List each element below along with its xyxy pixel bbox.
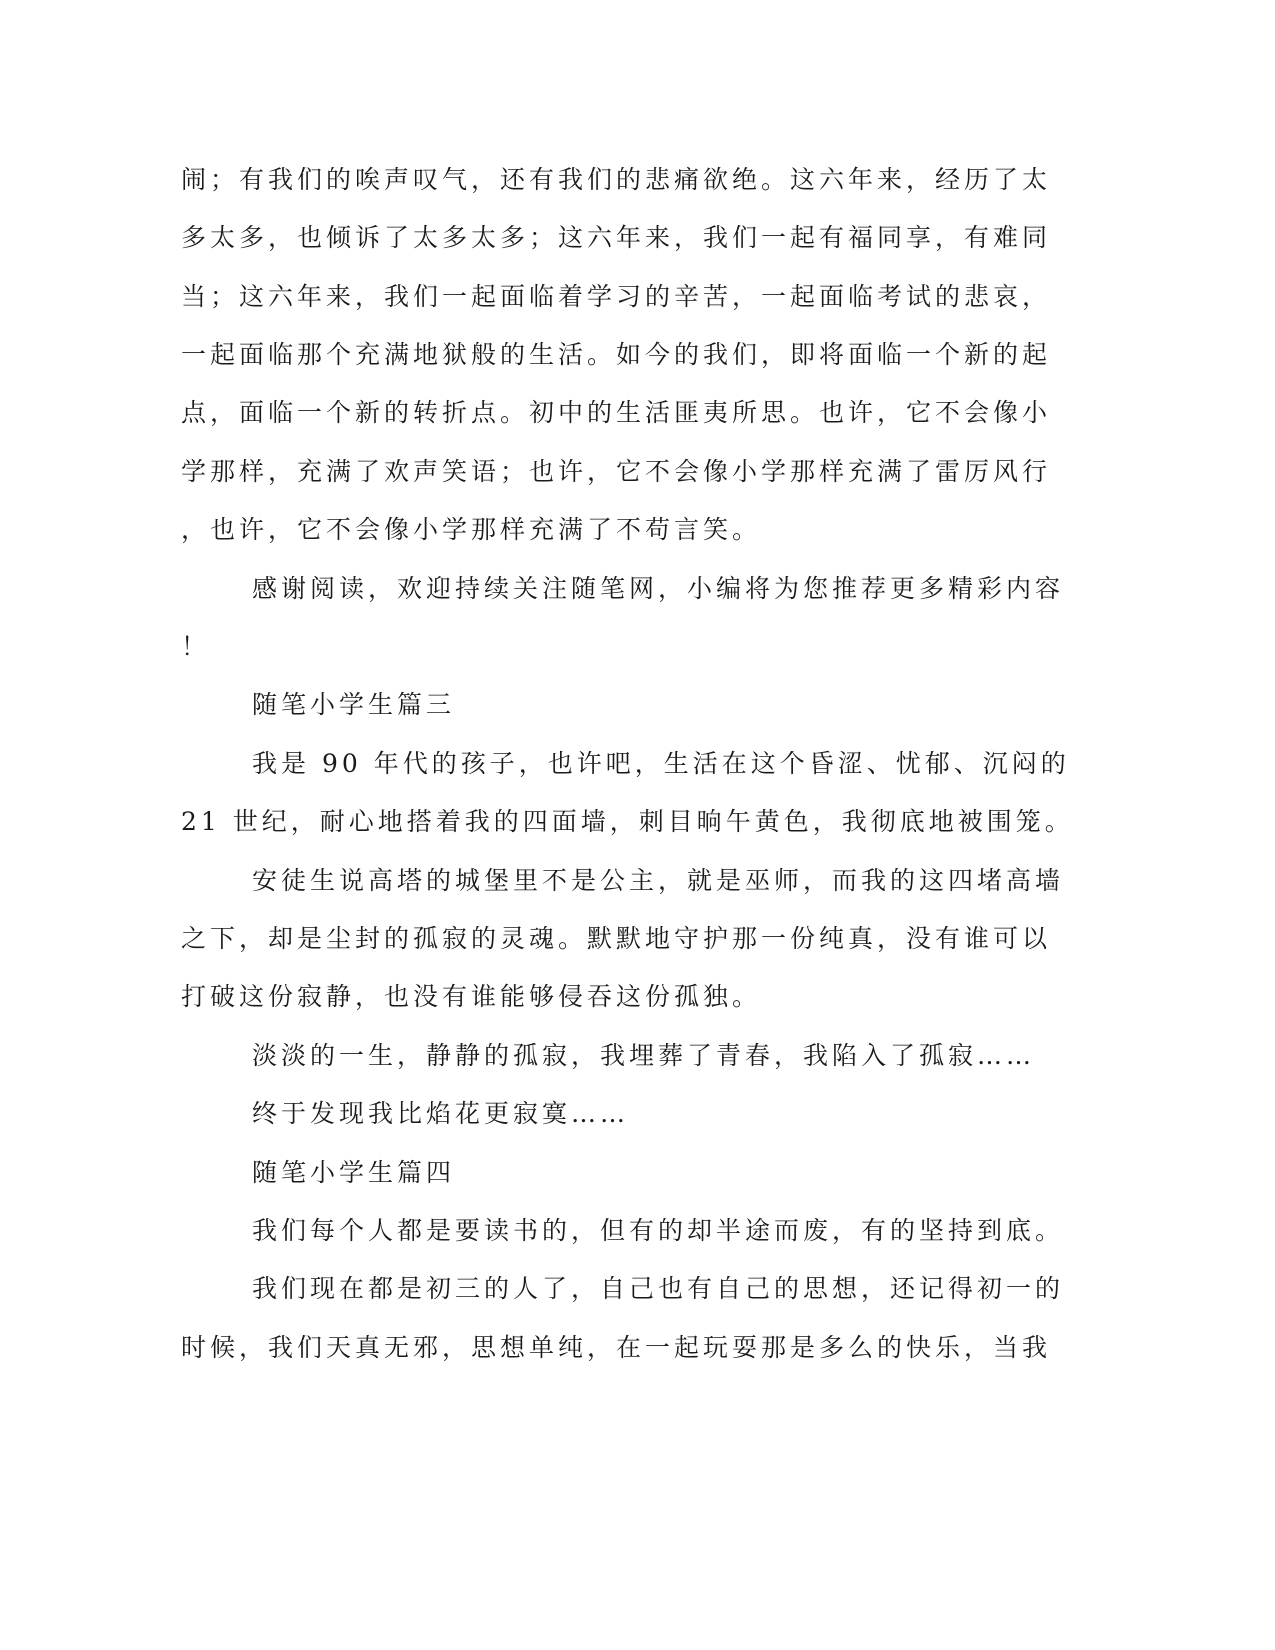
text-line: 学那样，充满了欢声笑语；也许，它不会像小学那样充满了雷厉风行 <box>181 457 1052 486</box>
text-line: 时候，我们天真无邪，思想单纯，在一起玩耍那是多么的快乐，当我 <box>181 1333 1052 1362</box>
closing-note: 感谢阅读，欢迎持续关注随笔网，小编将为您推荐更多精彩内容 <box>252 574 1065 603</box>
text-line: 淡淡的一生，静静的孤寂，我埋葬了青春，我陷入了孤寂…… <box>252 1041 1036 1070</box>
text-line: 一起面临那个充满地狱般的生活。如今的我们，即将面临一个新的起 <box>181 340 1052 369</box>
text-line: 安徒生说高塔的城堡里不是公主，就是巫师，而我的这四堵高墙 <box>252 866 1065 895</box>
text-line: 我是 90 年代的孩子，也许吧，生活在这个昏涩、忧郁、沉闷的 <box>252 749 1070 778</box>
text-line: 多太多，也倾诉了太多太多；这六年来，我们一起有福同享，有难同 <box>181 223 1052 252</box>
text-line: 21 世纪，耐心地搭着我的四面墙，刺目晌午黄色，我彻底地被围笼。 <box>181 807 1074 836</box>
section-heading-3: 随笔小学生篇三 <box>252 690 456 719</box>
text-line: 我们现在都是初三的人了，自己也有自己的思想，还记得初一的 <box>252 1274 1065 1303</box>
text-line: 当；这六年来，我们一起面临着学习的辛苦，一起面临考试的悲哀， <box>181 282 1052 311</box>
text-line: ，也许，它不会像小学那样充满了不苟言笑。 <box>181 515 762 544</box>
text-line: 我们每个人都是要读书的，但有的却半途而废，有的坚持到底。 <box>252 1216 1065 1245</box>
text-line: 终于发现我比焰花更寂寞…… <box>252 1099 630 1128</box>
section-heading-4: 随笔小学生篇四 <box>252 1158 456 1187</box>
text-line: ！ <box>181 632 211 661</box>
text-line: 点，面临一个新的转折点。初中的生活匪夷所思。也许，它不会像小 <box>181 398 1052 427</box>
text-line: 之下，却是尘封的孤寂的灵魂。默默地守护那一份纯真，没有谁可以 <box>181 924 1052 953</box>
text-line: 闹；有我们的唉声叹气，还有我们的悲痛欲绝。这六年来，经历了太 <box>181 165 1052 194</box>
text-line: 打破这份寂静，也没有谁能够侵吞这份孤独。 <box>181 982 762 1011</box>
